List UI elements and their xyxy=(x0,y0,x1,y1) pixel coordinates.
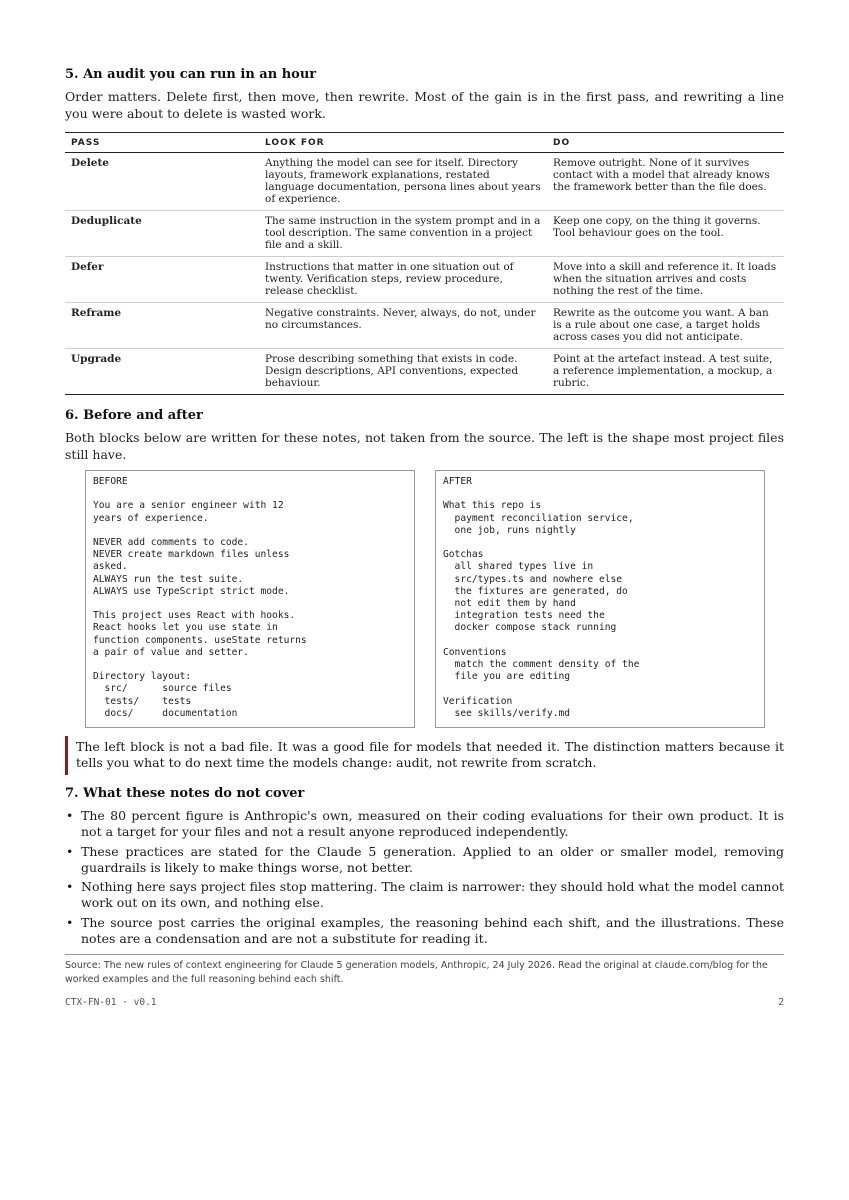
table-row xyxy=(65,257,784,303)
section-6-intro: Both blocks below are written for these notes, not taken from the source. The left is the shape most project files still have. xyxy=(65,430,784,462)
bullet-icon: • xyxy=(66,914,74,930)
column-header-do: DO xyxy=(547,133,784,153)
before-after-blocks xyxy=(65,470,784,728)
after-code-block: AFTER What this repo is payment reconciliation service, one job, runs nightly Gotchas all shared types live in src/types.ts and nowhere else the fixtures are generated, do not edit them by hand integration tests need the docker compose stack running Conventions match the comment density of the file you are editing Verification see skills/verify.md xyxy=(435,470,765,728)
bullet-icon: • xyxy=(66,879,74,894)
audit-passes-table xyxy=(65,132,784,395)
look-for-cell: Negative constraints. Never, always, do not, under no circumstances. xyxy=(259,303,547,349)
do-cell: Rewrite as the outcome you want. A ban is a rule about one case, a target holds across cases you did not anticipate. xyxy=(547,303,784,349)
footer-divider xyxy=(65,954,784,955)
pass-name: Upgrade xyxy=(65,349,259,395)
look-for-cell: Prose describing something that exists in code. Design descriptions, API conventions, expected behaviour. xyxy=(259,349,547,395)
list-item-text: Nothing here says project files stop mattering. The claim is narrower: they should hold what the model cannot work out on its own, and nothing else. xyxy=(81,879,784,910)
before-code-block: BEFORE You are a senior engineer with 12 years of experience. NEVER add comments to code. NEVER create markdown files unless asked. ALWAYS run the test suite. ALWAYS use TypeScript strict mode. This project uses React with hooks. React hooks let you use state in function components. useState returns a pair of value and setter. Directory layout: src/ source files tests/ tests docs/ documentation xyxy=(85,470,415,728)
look-for-cell: The same instruction in the system prompt and in a tool description. The same convention in a project file and a skill. xyxy=(259,211,547,257)
list-item xyxy=(65,844,784,876)
do-cell: Keep one copy, on the thing it governs. Tool behaviour goes on the tool. xyxy=(547,211,784,257)
pass-name: Deduplicate xyxy=(65,211,259,257)
section-5-heading: 5. An audit you can run in an hour xyxy=(65,67,317,82)
page xyxy=(65,66,784,1011)
section-5-intro: Order matters. Delete first, then move, then rewrite. Most of the gain is in the first pass, and rewriting a line you were about to delete is wasted work. xyxy=(65,89,784,121)
pass-name: Delete xyxy=(65,153,259,211)
limitations-list xyxy=(65,808,784,947)
look-for-cell: Instructions that matter in one situation out of twenty. Verification steps, review procedure, release checklist. xyxy=(259,257,547,303)
section-6-heading: 6. Before and after xyxy=(65,408,203,423)
page-footer xyxy=(65,997,784,1011)
table-row xyxy=(65,349,784,395)
list-item-text: The 80 percent figure is Anthropic's own, measured on their coding evaluations for their own product. It is not a target for your files and not a result anyone reproduced independently. xyxy=(81,808,784,839)
look-for-cell: Anything the model can see for itself. Directory layouts, framework explanations, restated language documentation, persona lines about years of experience. xyxy=(259,153,547,211)
column-header-pass: PASS xyxy=(65,133,259,153)
pass-name: Reframe xyxy=(65,303,259,349)
do-cell: Remove outright. None of it survives contact with a model that already knows the framework better than the file does. xyxy=(547,153,784,211)
do-cell: Move into a skill and reference it. It loads when the situation arrives and costs nothing the rest of the time. xyxy=(547,257,784,303)
table-header-row xyxy=(65,133,784,153)
pass-name: Defer xyxy=(65,257,259,303)
do-cell: Point at the artefact instead. A test suite, a reference implementation, a mockup, a rubric. xyxy=(547,349,784,395)
list-item-text: These practices are stated for the Claude 5 generation. Applied to an older or smaller model, removing guardrails is likely to make things worse, not better. xyxy=(81,843,784,875)
source-note: Source: The new rules of context engineering for Claude 5 generation models, Anthropic, 24 July 2026. Read the original at claude.com/blog for the worked examples and the full reasoning behind each shift. xyxy=(65,959,768,985)
section-7-heading: 7. What these notes do not cover xyxy=(65,786,305,801)
table-row xyxy=(65,211,784,257)
callout-quote xyxy=(65,736,784,775)
bullet-icon: • xyxy=(66,808,74,823)
callout-text: The left block is not a bad file. It was a good file for models that needed it. The distinction matters because it tells you what to do next time the models change: audit, not rewrite from scratch. xyxy=(76,739,784,770)
bullet-icon: • xyxy=(66,843,74,859)
document-id: CTX-FN-01 · v0.1 xyxy=(65,996,157,1008)
page-number: 2 xyxy=(778,996,784,1008)
list-item xyxy=(65,808,784,840)
list-item-text: The source post carries the original examples, the reasoning behind each shift, and the illustrations. These notes are a condensation and are not a substitute for reading it. xyxy=(81,914,784,946)
table-row xyxy=(65,153,784,211)
column-header-look-for: LOOK FOR xyxy=(259,133,547,153)
list-item xyxy=(65,915,784,947)
table-row xyxy=(65,303,784,349)
list-item xyxy=(65,879,784,911)
